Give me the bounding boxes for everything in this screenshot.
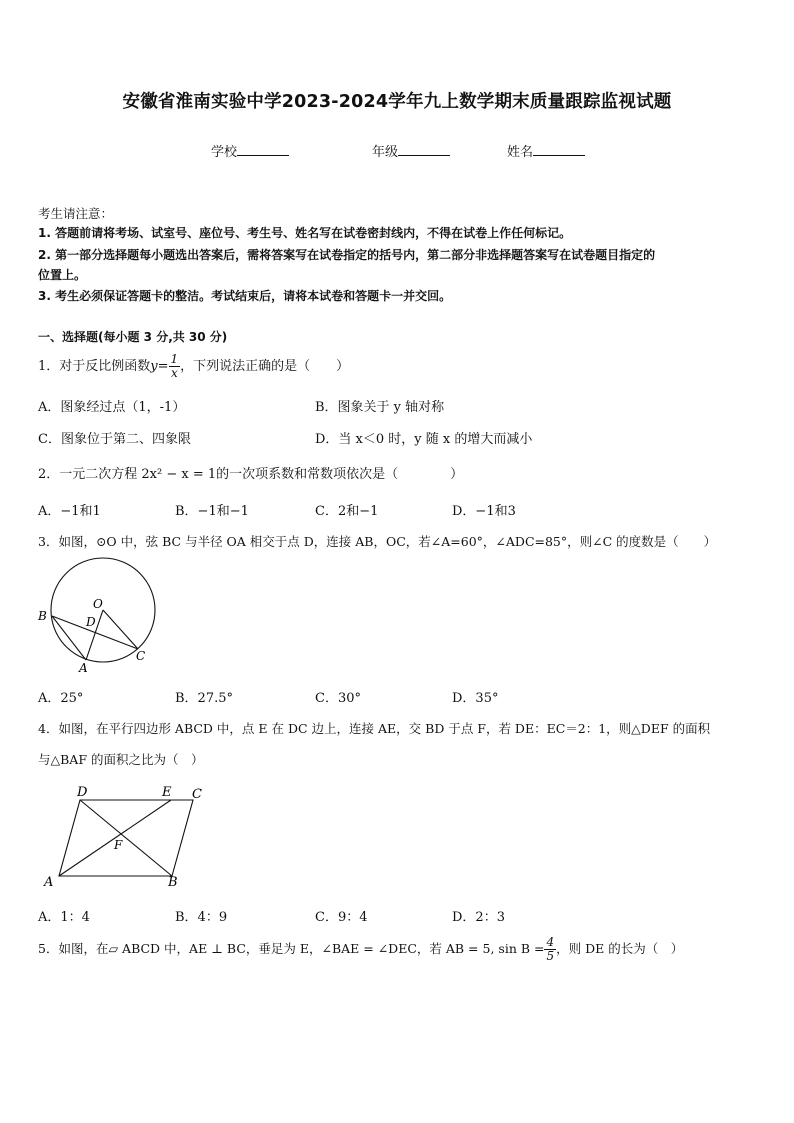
diagonal-bd (80, 800, 172, 876)
q2-option-c[interactable]: C．2和−1 (315, 504, 379, 519)
school-label: 学校 (211, 145, 238, 160)
notice-line-2-cont: 位置上。 (38, 268, 87, 282)
label-a: A (44, 875, 54, 890)
q1-option-b[interactable]: B．图象关于 y 轴对称 (315, 400, 445, 415)
notice-line-3: 3. 考生必须保证答题卡的整洁。考试结束后，请将本试卷和答题卡一并交回。 (38, 289, 452, 303)
label-b: B (168, 875, 178, 890)
label-d: D (77, 785, 88, 800)
question-3-stem: 3．如图，⊙O 中，弦 BC 与半径 OA 相交于点 D，连接 AB，OC，若∠A=60°，∠ADC=85°，则∠C 的度数是（ ） (38, 534, 717, 549)
label-b: B (38, 609, 47, 623)
grade-field (372, 141, 450, 160)
exam-title: 安徽省淮南实验中学2023-2024学年九上数学期末质量跟踪监视试题 (122, 92, 672, 112)
q5-fraction (544, 936, 556, 963)
label-o: O (93, 597, 103, 611)
school-blank[interactable] (237, 143, 289, 156)
label-e: E (162, 785, 172, 800)
q5-prefix: 5．如图，在▱ ABCD 中，AE ⊥ BC，垂足为 E，∠BAE = ∠DEC，若 AB = 5, sin B = (38, 941, 545, 956)
segment-oc (103, 610, 138, 649)
q1-fraction (169, 353, 181, 380)
q3-option-b[interactable]: B．27.5° (175, 691, 233, 706)
section-heading: 一、选择题(每小题 3 分,共 30 分) (38, 330, 228, 344)
label-c: C (136, 649, 146, 663)
question-1-stem (38, 350, 349, 384)
label-c: C (192, 787, 202, 802)
q1-option-d[interactable]: D．当 x＜0 时，y 随 x 的增大而减小 (315, 432, 533, 447)
q4-option-c[interactable]: C．9：4 (315, 910, 368, 925)
q1-frac-den: x (170, 366, 178, 380)
name-field (507, 141, 585, 160)
q1-option-c[interactable]: C．图象位于第二、四象限 (38, 432, 191, 447)
q5-suffix: ，则 DE 的长为（ ） (556, 941, 684, 956)
q4-parallelogram-figure (40, 782, 220, 892)
notice-line-1: 1. 答题前请将考场、试室号、座位号、考生号、姓名写在试卷密封线内，不得在试卷上作任何标记。 (38, 226, 572, 240)
q1-suffix: ，下列说法正确的是（ ） (180, 359, 350, 374)
q3-option-c[interactable]: C．30° (315, 691, 361, 706)
notice-line-2: 2. 第一部分选择题每小题选出答案后，需将答案写在试卷指定的括号内，第二部分非选择题答案写在试卷题目指定的 (38, 248, 656, 262)
question-4-stem-line-2: 与△BAF 的面积之比为（ ） (38, 752, 204, 767)
q1-frac-num: 1 (170, 352, 179, 366)
q3-option-a[interactable]: A．25° (38, 691, 84, 706)
q2-option-b[interactable]: B．−1和−1 (175, 504, 249, 519)
grade-label: 年级 (372, 145, 399, 160)
school-field (211, 141, 289, 160)
q4-option-a[interactable]: A．1：4 (38, 910, 90, 925)
q5-frac-num: 4 (546, 935, 555, 949)
q2-option-a[interactable]: A．−1和1 (38, 504, 101, 519)
label-d: D (86, 615, 96, 629)
question-5-stem (38, 932, 683, 966)
label-a: A (79, 661, 88, 675)
q1-option-a[interactable]: A．图象经过点（1，-1） (38, 400, 186, 415)
q1-prefix: 1．对于反比例函数 (38, 359, 151, 374)
q3-option-d[interactable]: D．35° (452, 691, 499, 706)
q1-func: y= (150, 359, 169, 374)
q3-circle-figure (34, 552, 164, 677)
question-2-stem: 2．一元二次方程 2x² − x = 1的一次项系数和常数项依次是（ ） (38, 467, 464, 482)
q5-frac-den: 5 (546, 949, 555, 963)
name-label: 姓名 (507, 145, 534, 160)
q4-option-d[interactable]: D．2：3 (452, 910, 505, 925)
q2-option-d[interactable]: D．−1和3 (452, 504, 516, 519)
name-blank[interactable] (533, 143, 585, 156)
question-4-stem-line-1: 4．如图，在平行四边形 ABCD 中，点 E 在 DC 边上，连接 AE，交 BD 于点 F，若 DE：EC＝2：1，则△DEF 的面积 (38, 721, 711, 736)
grade-blank[interactable] (398, 143, 450, 156)
notice-heading: 考生请注意： (38, 206, 114, 221)
q4-option-b[interactable]: B．4：9 (175, 910, 228, 925)
label-f: F (114, 838, 123, 852)
